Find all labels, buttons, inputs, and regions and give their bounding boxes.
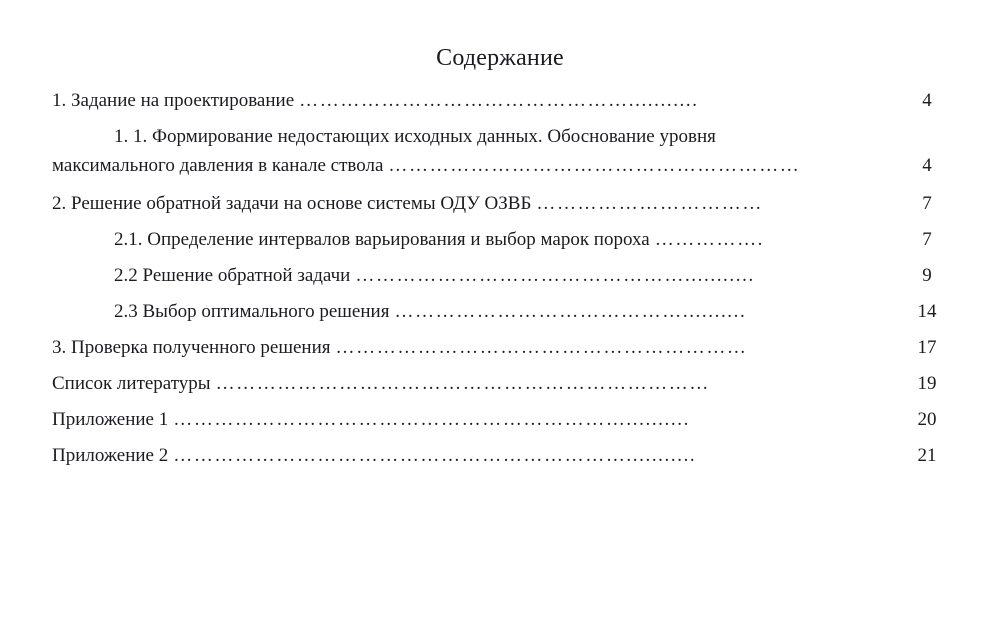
toc-entry-label: 2.2 Решение обратной задачи [114,264,351,286]
toc-leader-dots: …………………………………………........... [355,265,755,285]
toc-entry-1-1[interactable] [52,127,948,146]
toc-entry-3[interactable] [52,338,948,357]
toc-entry-1-1-continuation[interactable] [52,156,948,175]
page-title: Содержание [436,45,564,71]
toc-entry-1[interactable] [52,91,948,110]
toc-page-number: 7 [922,228,932,250]
toc-page-number: 21 [917,444,937,466]
toc-entry-2[interactable] [52,194,948,213]
table-of-contents [40,91,960,465]
toc-entry-label: 1. 1. Формирование недостающих исходных данных. Обоснование уровня [114,125,716,147]
toc-leader-dots: ………………………………………………………….......... [173,409,690,429]
toc-entry-label: 2. Решение обратной задачи на основе системы ОДУ ОЗВБ [52,192,532,214]
toc-leader-dots: …………………………………………………… [388,155,801,175]
toc-leader-dots: …………………………………………………………........... [173,445,697,465]
toc-entry-2-2[interactable] [52,266,948,285]
toc-page-number: 4 [922,154,932,176]
toc-entry-label: 2.1. Определение интервалов варьирования и выбор марок пороха [114,228,650,250]
toc-entry-label: 3. Проверка полученного решения [52,336,331,358]
toc-entry-2-1[interactable] [52,230,948,249]
toc-page-number: 4 [922,89,932,111]
toc-page-number: 7 [922,192,932,214]
toc-entry-appendix-1[interactable] [52,410,948,429]
toc-entry-references[interactable] [52,374,948,393]
toc-page-number: 19 [917,372,937,394]
toc-entry-2-3[interactable] [52,302,948,321]
toc-leader-dots: ……………………………………………………………… [215,373,710,393]
toc-entry-appendix-2[interactable] [52,446,948,465]
toc-entry-label: 1. Задание на проектирование [52,89,295,111]
toc-entry-label: Список литературы [52,372,211,394]
toc-page-number: 14 [917,300,937,322]
toc-leader-dots: ……………. [654,229,765,249]
toc-page-number: 17 [917,336,937,358]
toc-page-number: 9 [922,264,932,286]
toc-leader-dots: …………………………………………........... [299,90,699,110]
toc-leader-dots: …………………………………….......... [394,301,747,321]
toc-leader-dots: …………………………………………………… [335,337,748,357]
toc-page-number: 20 [917,408,937,430]
toc-entry-label: Приложение 1 [52,408,169,430]
toc-entry-label: максимального давления в канале ствола [52,154,384,176]
toc-entry-label: Приложение 2 [52,444,169,466]
toc-entry-label: 2.3 Выбор оптимального решения [114,300,390,322]
toc-leader-dots: …………………………… [536,193,763,213]
